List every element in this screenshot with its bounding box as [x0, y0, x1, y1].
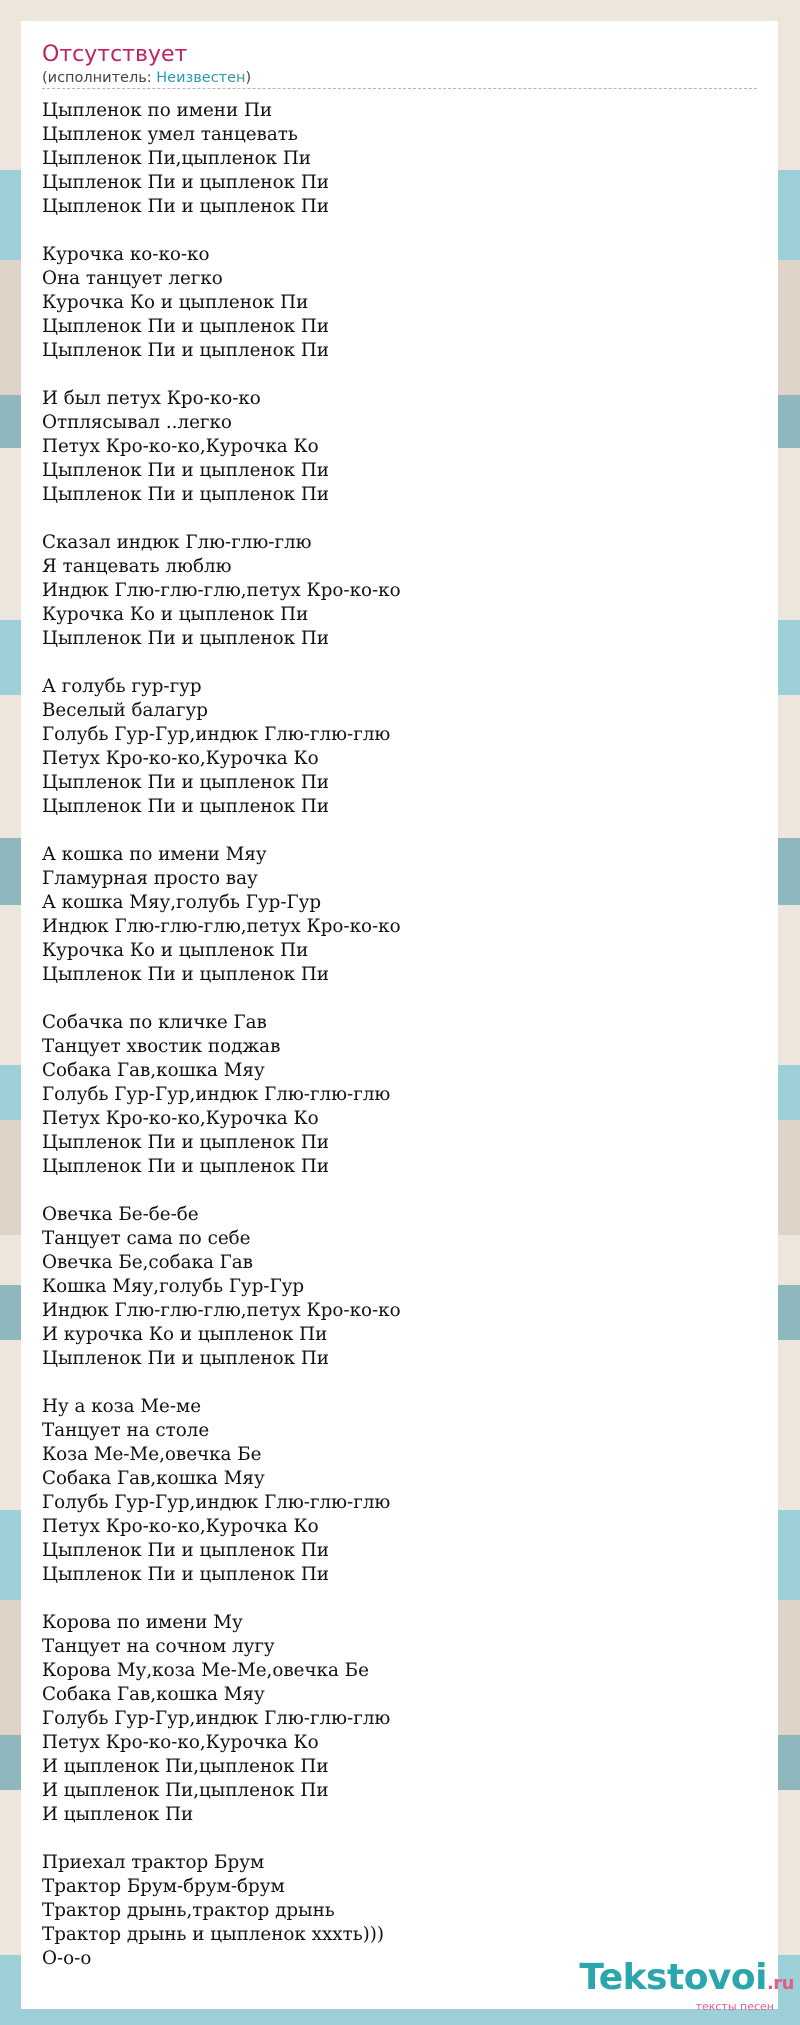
lyrics-line: Цыпленок Пи,цыпленок Пи [42, 148, 311, 169]
lyrics-line: Голубь Гур-Гур,индюк Глю-глю-глю [42, 1492, 391, 1513]
lyrics-line: Петух Кро-ко-ко,Курочка Ко [42, 436, 319, 457]
lyrics-line: Петух Кро-ко-ко,Курочка Ко [42, 1516, 319, 1537]
logo-wordmark [579, 1957, 794, 2002]
lyrics-stanza [42, 1851, 757, 1971]
lyrics-text [42, 99, 757, 1971]
lyrics-line: Трактор дрынь,трактор дрынь [42, 1900, 335, 1921]
lyrics-line: Индюк Глю-глю-глю,петух Кро-ко-ко [42, 580, 401, 601]
lyrics-line: Цыпленок умел танцевать [42, 124, 298, 145]
lyrics-line: Курочка ко-ко-ко [42, 244, 210, 265]
lyrics-line: Цыпленок Пи и цыпленок Пи [42, 316, 329, 337]
lyrics-line: О-о-о [42, 1948, 92, 1969]
lyrics-line: И цыпленок Пи,цыпленок Пи [42, 1756, 329, 1777]
lyrics-line: Отплясывал ..легко [42, 412, 232, 433]
lyrics-line: Танцует на столе [42, 1420, 210, 1441]
lyrics-line: Голубь Гур-Гур,индюк Глю-глю-глю [42, 1084, 391, 1105]
lyrics-stanza [42, 99, 757, 219]
lyrics-line: Танцует хвостик поджав [42, 1036, 281, 1057]
lyrics-line: Трактор дрынь и цыпленок хххть))) [42, 1924, 385, 1945]
lyrics-line: Я танцевать люблю [42, 556, 232, 577]
lyrics-line: Собачка по кличке Гав [42, 1012, 267, 1033]
lyrics-line: Овечка Бе,собака Гав [42, 1252, 253, 1273]
artist-suffix: ) [245, 70, 252, 86]
lyrics-line: Цыпленок по имени Пи [42, 100, 273, 121]
lyrics-line: Собака Гав,кошка Мяу [42, 1684, 265, 1705]
lyrics-line: Корова по имени Му [42, 1612, 243, 1633]
lyrics-card [21, 21, 778, 2009]
lyrics-line: Цыпленок Пи и цыпленок Пи [42, 628, 329, 649]
lyrics-line: Корова Му,коза Ме-Ме,овечка Бе [42, 1660, 369, 1681]
lyrics-stanza [42, 243, 757, 363]
lyrics-line: Петух Кро-ко-ко,Курочка Ко [42, 1732, 319, 1753]
lyrics-line: Цыпленок Пи и цыпленок Пи [42, 340, 329, 361]
song-title: Отсутствует [42, 42, 188, 67]
artist-line [42, 69, 757, 89]
lyrics-line: Трактор Брум-брум-брум [42, 1876, 285, 1897]
lyrics-line: Индюк Глю-глю-глю,петух Кро-ко-ко [42, 1300, 401, 1321]
lyrics-line: Танцует на сочном лугу [42, 1636, 275, 1657]
lyrics-stanza [42, 387, 757, 507]
lyrics-line: Цыпленок Пи и цыпленок Пи [42, 172, 329, 193]
lyrics-line: Ну а коза Ме-ме [42, 1396, 202, 1417]
lyrics-line: Цыпленок Пи и цыпленок Пи [42, 1540, 329, 1561]
lyrics-line: Овечка Бе-бе-бе [42, 1204, 199, 1225]
lyrics-stanza [42, 843, 757, 987]
lyrics-line: А голубь гур-гур [42, 676, 202, 697]
lyrics-line: Она танцует легко [42, 268, 223, 289]
lyrics-line: А кошка Мяу,голубь Гур-Гур [42, 892, 322, 913]
lyrics-line: Цыпленок Пи и цыпленок Пи [42, 772, 329, 793]
site-logo[interactable] [579, 1957, 794, 2013]
lyrics-line: Собака Гав,кошка Мяу [42, 1468, 265, 1489]
lyrics-line: И цыпленок Пи [42, 1804, 194, 1825]
lyrics-stanza [42, 675, 757, 819]
lyrics-stanza [42, 1395, 757, 1587]
lyrics-line: Цыпленок Пи и цыпленок Пи [42, 1156, 329, 1177]
lyrics-line: Танцует сама по себе [42, 1228, 251, 1249]
lyrics-line: Цыпленок Пи и цыпленок Пи [42, 796, 329, 817]
logo-name: Tekstovoi [579, 1957, 767, 1998]
lyrics-line: Курочка Ко и цыпленок Пи [42, 292, 309, 313]
lyrics-line: Цыпленок Пи и цыпленок Пи [42, 196, 329, 217]
lyrics-line: Петух Кро-ко-ко,Курочка Ко [42, 1108, 319, 1129]
lyrics-line: Сказал индюк Глю-глю-глю [42, 532, 312, 553]
lyrics-line: И курочка Ко и цыпленок Пи [42, 1324, 328, 1345]
lyrics-line: Индюк Глю-глю-глю,петух Кро-ко-ко [42, 916, 401, 937]
lyrics-line: И цыпленок Пи,цыпленок Пи [42, 1780, 329, 1801]
lyrics-line: Курочка Ко и цыпленок Пи [42, 604, 309, 625]
lyrics-line: Цыпленок Пи и цыпленок Пи [42, 1348, 329, 1369]
lyrics-line: Кошка Мяу,голубь Гур-Гур [42, 1276, 305, 1297]
lyrics-line: А кошка по имени Мяу [42, 844, 267, 865]
lyrics-line: Коза Ме-Ме,овечка Бе [42, 1444, 262, 1465]
lyrics-line: Цыпленок Пи и цыпленок Пи [42, 484, 329, 505]
lyrics-line: Веселый балагур [42, 700, 208, 721]
lyrics-line: Цыпленок Пи и цыпленок Пи [42, 964, 329, 985]
lyrics-line: И был петух Кро-ко-ко [42, 388, 261, 409]
lyrics-stanza [42, 1011, 757, 1179]
lyrics-line: Голубь Гур-Гур,индюк Глю-глю-глю [42, 1708, 391, 1729]
lyrics-line: Цыпленок Пи и цыпленок Пи [42, 460, 329, 481]
lyrics-line: Собака Гав,кошка Мяу [42, 1060, 265, 1081]
logo-tagline: тексты песен [695, 2000, 774, 2013]
lyrics-line: Голубь Гур-Гур,индюк Глю-глю-глю [42, 724, 391, 745]
lyrics-line: Цыпленок Пи и цыпленок Пи [42, 1564, 329, 1585]
lyrics-line: Гламурная просто вау [42, 868, 258, 889]
lyrics-stanza [42, 531, 757, 651]
lyrics-line: Цыпленок Пи и цыпленок Пи [42, 1132, 329, 1153]
lyrics-line: Приехал трактор Брум [42, 1852, 265, 1873]
logo-tld: .ru [766, 1973, 794, 1994]
lyrics-stanza [42, 1203, 757, 1371]
lyrics-line: Петух Кро-ко-ко,Курочка Ко [42, 748, 319, 769]
lyrics-line: Курочка Ко и цыпленок Пи [42, 940, 309, 961]
artist-link[interactable]: Неизвестен [156, 70, 246, 86]
artist-prefix: (исполнитель: [42, 70, 157, 86]
lyrics-stanza [42, 1611, 757, 1827]
